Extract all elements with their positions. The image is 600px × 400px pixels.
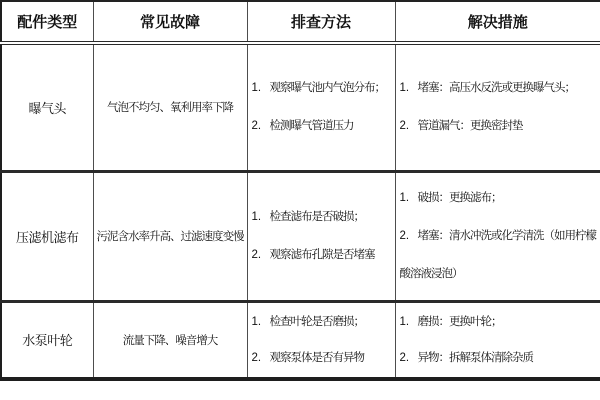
item-text: 检测曝气管道压力 <box>269 120 354 133</box>
item-number: 2. <box>399 351 410 364</box>
item-number: 2. <box>251 120 262 133</box>
cell-methods <box>247 301 395 379</box>
list-item <box>252 69 392 107</box>
item-number: 2. <box>399 230 410 242</box>
header-cell-check-methods: 排查方法 <box>247 1 395 43</box>
item-text: 检查滤布是否破损； <box>269 211 364 223</box>
table-row <box>1 43 600 171</box>
list-item <box>252 107 392 145</box>
cell-methods <box>247 171 395 301</box>
item-text: 破损：更换滤布； <box>417 192 502 204</box>
item-number: 1. <box>251 82 262 95</box>
item-text: 磨损：更换叶轮； <box>417 315 502 328</box>
cell-fault: 气泡不均匀、氧利用率下降 <box>93 43 247 171</box>
header-cell-common-faults: 常见故障 <box>93 1 247 43</box>
table-row <box>1 301 600 379</box>
list-item <box>400 179 598 217</box>
item-text: 管道漏气：更换密封垫 <box>417 120 523 133</box>
item-number: 1. <box>251 315 262 328</box>
cell-part-name: 水泵叶轮 <box>1 301 93 379</box>
table-row <box>1 171 600 301</box>
list-item <box>400 107 598 145</box>
list-item <box>252 340 392 376</box>
list-item <box>252 304 392 340</box>
item-text: 检查叶轮是否磨损； <box>269 315 364 328</box>
cell-part-name: 曝气头 <box>1 43 93 171</box>
list-item <box>400 69 598 107</box>
item-number: 2. <box>251 351 262 364</box>
header-cell-part-type: 配件类型 <box>1 1 93 43</box>
item-text: 堵塞：清水冲洗或化学清洗（如用柠檬酸溶液浸泡） <box>399 230 596 280</box>
item-number: 2. <box>251 249 262 261</box>
cell-solutions <box>395 171 600 301</box>
cell-fault: 污泥含水率升高、过滤速度变慢 <box>93 171 247 301</box>
cell-methods <box>247 43 395 171</box>
item-text: 观察曝气池内气泡分布； <box>269 82 385 95</box>
item-text: 观察泵体是否有异物 <box>269 351 364 364</box>
header-cell-solutions: 解决措施 <box>395 1 600 43</box>
cell-fault: 流量下降、噪音增大 <box>93 301 247 379</box>
cell-part-name: 压滤机滤布 <box>1 171 93 301</box>
list-item <box>400 340 598 376</box>
item-number: 1. <box>399 192 410 204</box>
item-text: 观察滤布孔隙是否堵塞 <box>269 249 375 261</box>
item-number: 1. <box>399 315 410 328</box>
item-number: 2. <box>399 120 410 133</box>
list-item <box>400 304 598 340</box>
list-item <box>252 198 392 236</box>
list-item <box>252 236 392 274</box>
list-item <box>400 217 598 293</box>
item-number: 1. <box>399 82 410 95</box>
item-text: 堵塞：高压水反洗或更换曝气头； <box>417 82 575 95</box>
cell-solutions <box>395 301 600 379</box>
cell-solutions <box>395 43 600 171</box>
table-header-row <box>1 1 600 43</box>
item-text: 异物：拆解泵体清除杂质 <box>417 351 533 364</box>
item-number: 1. <box>251 211 262 223</box>
